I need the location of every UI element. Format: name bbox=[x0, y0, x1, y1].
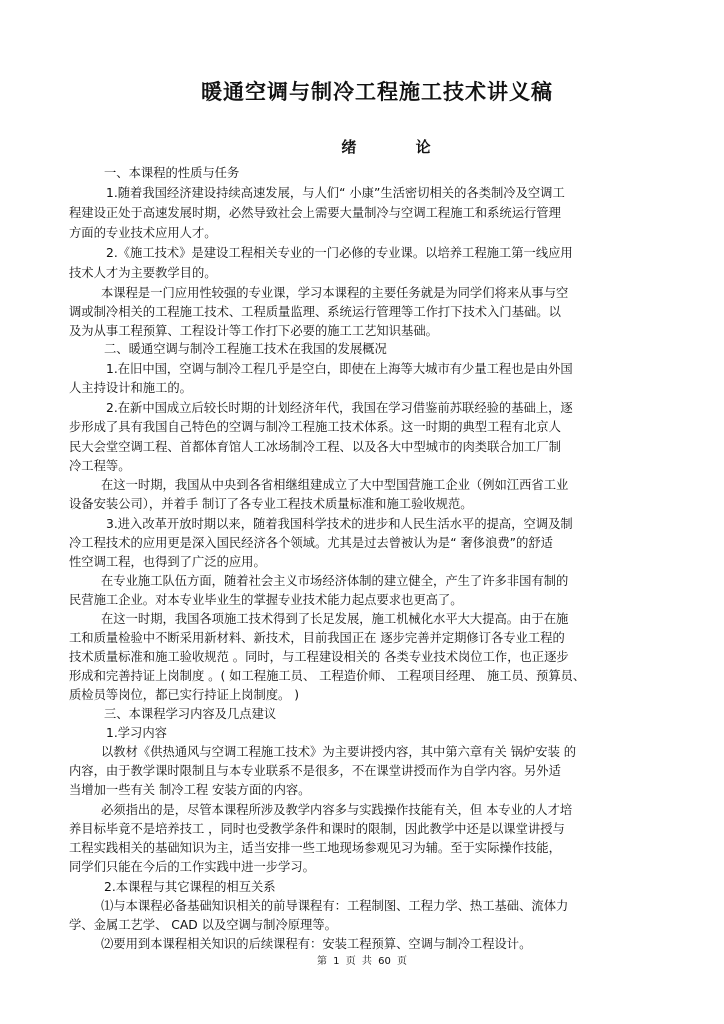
text-line: 设备安装公司），并着手 制订了各专业工程技术质量标准和施工验收规范。 bbox=[69, 497, 473, 511]
text-line: 民大会堂空调工程、首都体育馆人工冰场制冷工程、以及各大中型城市的肉类联合加工厂制 bbox=[69, 440, 561, 454]
text-line: ⑴与本课程必备基础知识相关的前导课程有：工程制图、工程力学、热工基础、流体力 bbox=[101, 899, 569, 913]
heading-line: 2.本课程与其它课程的相互关系 bbox=[104, 880, 276, 894]
section-heading: 绪 论 bbox=[341, 138, 449, 156]
text-line: 在这一时期，我国从中央到各省相继组建成立了大中型国营施工企业（例如江西省工业 bbox=[101, 478, 569, 492]
text-line: 工和质量检验中不断采用新材料、新技术，目前我国正在 逐步完善并定期修订各专业工程的 bbox=[69, 631, 565, 645]
text-line: 性空调工程，也得到了广泛的应用。 bbox=[69, 555, 266, 569]
text-line: 冷工程等。 bbox=[69, 459, 131, 473]
heading-line: 一、本课程的性质与任务 bbox=[104, 166, 240, 180]
text-line: 2.《施工技术》是建设工程相关专业的一门必修的专业课。以培养工程施工第一线应用 bbox=[106, 246, 573, 260]
text-line: 3.进入改革开放时期以来，随着我国科学技术的进步和人民生活水平的提高，空调及制 bbox=[106, 517, 573, 531]
text-line: 1.随着我国经济建设持续高速发展，与人们“ 小康”生活密切相关的各类制冷及空调工 bbox=[106, 186, 565, 200]
text-line: 民营施工企业。对本专业毕业生的掌握专业技术能力起点要求也更高了。 bbox=[69, 593, 463, 607]
text-line: 以教材《供热通风与空调工程施工技术》为主要讲授内容，其中第六章有关 锅炉安装 的 bbox=[101, 745, 577, 759]
text-line: 质检员等岗位，都已实行持证上岗制度。 ) bbox=[69, 688, 300, 702]
text-line: 1.在旧中国，空调与制冷工程几乎是空白，即使在上海等大城市有少量工程也是由外国 bbox=[106, 362, 573, 376]
page-footer: 第 1 页 共 60 页 bbox=[317, 956, 407, 967]
text-line: 冷工程技术的应用更是深入国民经济各个领域。尤其是过去曾被认为是“ 奢侈浪费”的舒适 bbox=[69, 536, 553, 550]
text-line: 人主持设计和施工的。 bbox=[69, 381, 192, 395]
heading-line: 三、本课程学习内容及几点建议 bbox=[104, 707, 277, 721]
text-line: 程建设正处于高速发展时期，必然导致社会上需要大量制冷与空调工程施工和系统运行管理 bbox=[69, 206, 561, 220]
text-line: 技术人才为主要教学目的。 bbox=[69, 266, 217, 280]
text-line: 2.在新中国成立后较长时期的计划经济年代，我国在学习借鉴前苏联经验的基础上，逐 bbox=[106, 401, 573, 415]
text-line: 养目标毕竟不是培养技工 ，同时也受教学条件和课时的限制，因此教学中还是以课堂讲授与 bbox=[69, 822, 565, 836]
text-line: 在这一时期，我国各项施工技术得到了长足发展，施工机械化水平大大提高。由于在施 bbox=[101, 612, 569, 626]
text-line: 内容，由于教学课时限制且与本专业联系不是很多，不在课堂讲授而作为自学内容。另外适 bbox=[69, 764, 561, 778]
text-line: ⑵要用到本课程相关知识的后续课程有：安装工程预算、空调与制冷工程设计。 bbox=[101, 937, 532, 951]
text-line: 方面的专业技术应用人才。 bbox=[69, 226, 217, 240]
text-line: 学、金属工艺学、 CAD 以及空调与制冷原理等。 bbox=[69, 918, 337, 932]
text-line: 必须指出的是，尽管本课程所涉及教学内容多与实践操作技能有关，但 本专业的人才培 bbox=[101, 803, 573, 817]
text-line: 当增加一些有关 制冷工程 安装方面的内容。 bbox=[69, 783, 311, 797]
text-line: 工程实践相关的基础知识为主，适当安排一些工地现场参观见习为辅。至于实际操作技能， bbox=[69, 841, 561, 855]
document-title: 暖通空调与制冷工程施工技术讲义稿 bbox=[201, 80, 553, 104]
text-line: 及为从事工程预算、工程设计等工作打下必要的施工工艺知识基础。 bbox=[69, 324, 438, 338]
heading-line: 二、暖通空调与制冷工程施工技术在我国的发展概况 bbox=[104, 342, 387, 356]
text-line: 在专业施工队伍方面，随着社会主义市场经济体制的建立健全，产生了许多非国有制的 bbox=[101, 574, 569, 588]
text-line: 本课程是一门应用性较强的专业课，学习本课程的主要任务就是为同学们将来从事与空 bbox=[101, 286, 569, 300]
text-line: 同学们只能在今后的工作实践中进一步学习。 bbox=[69, 860, 315, 874]
text-line: 调或制冷相关的工程施工技术、工程质量监理、系统运行管理等工作打下技术入门基础。以 bbox=[69, 305, 561, 319]
text-line: 技术质量标准和施工验收规范 。同时，与工程建设相关的 各类专业技术岗位工作，也正逐步 bbox=[69, 650, 569, 664]
heading-line: 1.学习内容 bbox=[106, 726, 167, 740]
text-line: 形成和完善持证上岗制度 。( 如工程施工员、 工程造价师、 工程项目经理、 施工员、预算员、 bbox=[69, 669, 586, 683]
text-line: 步形成了具有我国自己特色的空调与制冷工程施工技术体系。这一时期的典型工程有北京人 bbox=[69, 420, 561, 434]
